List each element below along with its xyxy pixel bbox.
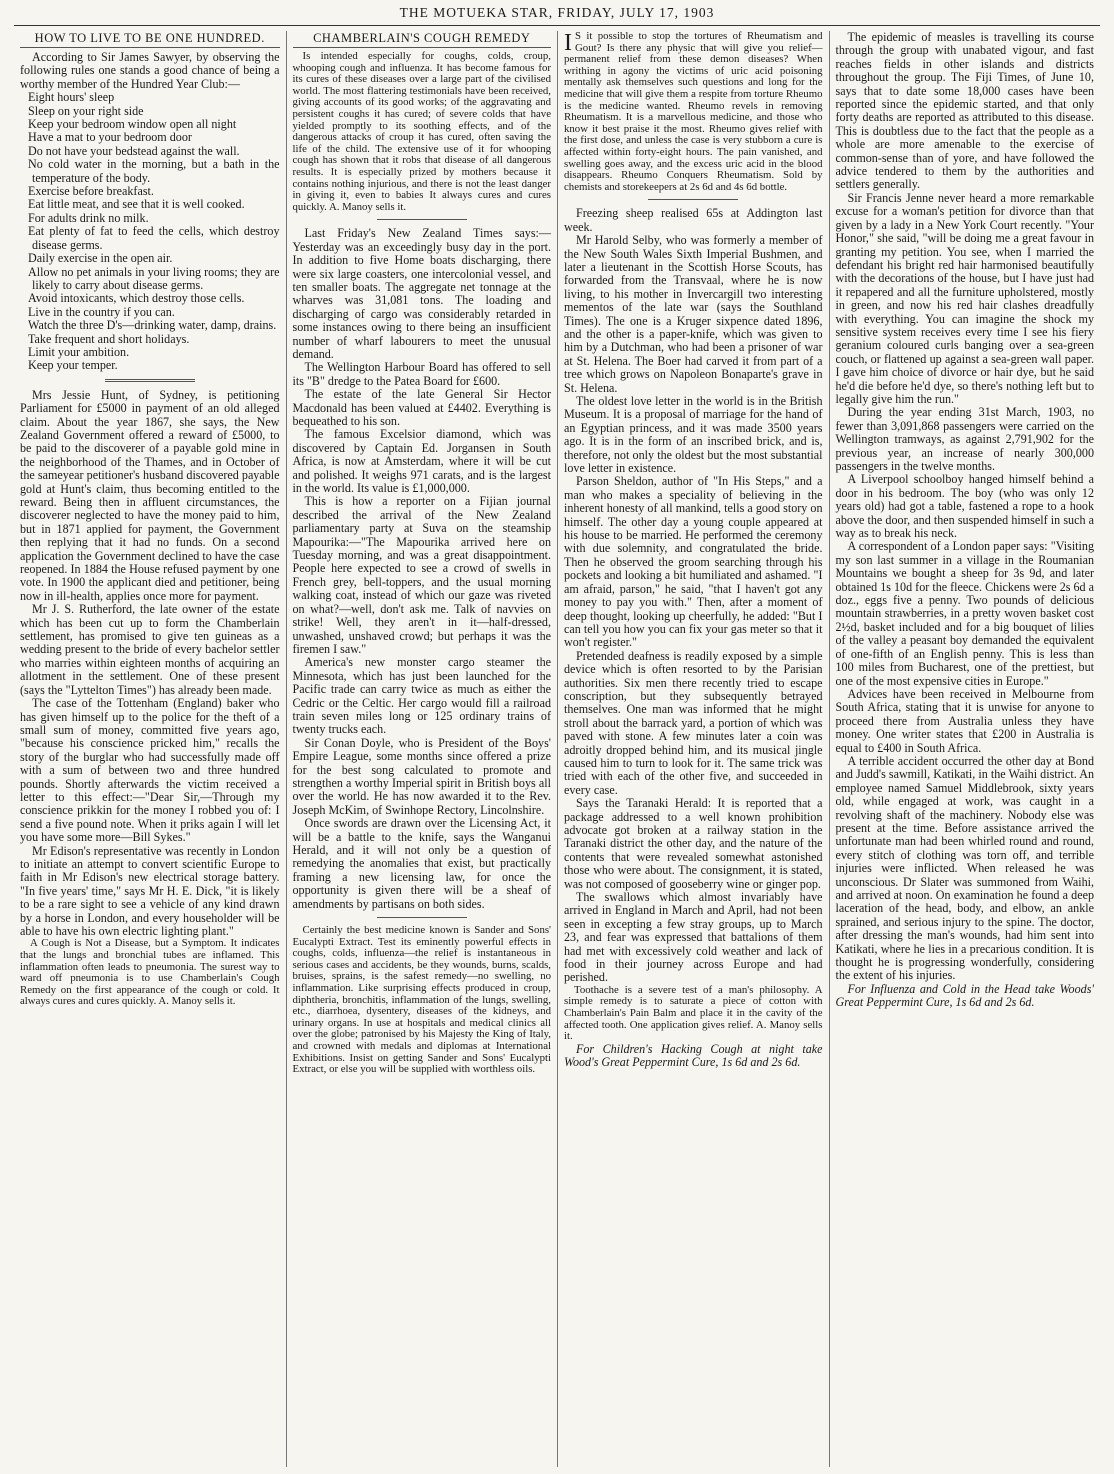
ad-toothache: Toothache is a severe test of a man's philosophy. A simple remedy is to saturate a piece of cotton with Chamberlain's Pain Balm and place it in the cavity of the affected tooth. One application gives relief. A. Manoy sells it.	[564, 983, 823, 1043]
ad-influenza-cure: For Influenza and Cold in the Head take Woods' Great Peppermint Cure, 1s 6d and 2s 6d.	[835, 981, 1094, 1010]
article-fijian-reporter: This is how a reporter on a Fijian journal described the arrival of the New Zealand parliamentary party at Suva on the steamship Mapourika:—"The Mapourika arrived here on Tuesday morning, and was a great disappointment. People here expected to see a crowd of swells in French grey, bell-toppers, and the usual morning walking coat, instead of which our gaze was riveted on what?—well, don't ask me. Talk of navvies on strike! Well, they aren't in it—half-dressed, unwashed, unshaved crowd; but perhaps it was the firemen I saw."	[292, 494, 551, 656]
column-3	[557, 31, 829, 1467]
column-4	[829, 31, 1101, 1467]
section-divider	[648, 199, 738, 200]
article-harold-selby: Mr Harold Selby, who was formerly a member of the New South Wales Sixth Imperial Bushmen, and later a lieutenant in the Scottish Horse Scouts, has forwarded from the Transvaal, where he is now living, to his mother in Invercargill two interesting mementos of the late war (says the Southland Times). The one is a Kruger sixpence dated 1896, and the other is a paper-knife, which was given to him by a Dutchman, who had been a prisoner of war at St. Helena. The Boer had carved it from part of a tree which grows on Napoleon Bonaparte's grave in St. Helena.	[564, 233, 823, 395]
rule-item: Keep your bedroom window open all night	[28, 117, 237, 132]
article-roumanian-mountains: A correspondent of a London paper says: "Visiting my son last summer in a village in the Roumanian Mountains we bought a sheep for 3s 9d, and later obtained 1s 10d for the fleece. Chickens were 2s 6d a doz., eggs five a penny. Two pounds of delicious mountain strawberries, in a pretty woven basket cost 2½d, basket included and for a big bouquet of lilies of the valley a peasant boy demanded the equivalent of one-fifth of an English penny. This is less than 100 miles from Bucharest, one of the prettiest, but one of the most expensive cities in Europe."	[835, 539, 1094, 688]
article-hunt-petition: Mrs Jessie Hunt, of Sydney, is petitioning Parliament for £5000 in payment of an old alleged claim. About the year 1867, she says, the New Zealand Government offered a reward of £5000, to be paid to the discoverer of a payable gold mine in the neighborhood of the Thames, and in October of the sameyear petitioner's husband discovered payable gold at Hunt's claim, thus becoming entitled to the reward. Being then in affluent circumstances, the discoverer neglected to have the money paid to him, but in 1871 applied for payment, the Government then replying that it had no funds. On a second application the Government declined to have the case reopened. In 1884 the House refused payment by one vote. In 1900 the applicant died and petitioner, being now in ill-health, applies once more for payment.	[20, 387, 280, 603]
article-swallows: The swallows which almost invariably have arrived in England in March and April, had not been seen in excepting a few stray groups, up to March 23, and fear was expressed that battalions of them had met with excessively cold weather and lack of food in their journey across Europe and had perished.	[564, 890, 823, 985]
rule-item: Allow no pet animals in your living rooms; they are likely to carry about disease germs.	[28, 264, 280, 292]
article-edison: Mr Edison's representative was recently in London to initiate an attempt to convert scientific Europe to faith in Mr Edison's new electrical storage battery. "In five years' time," says Mr H. E. Dick, "it is likely to be a rare sight to see a vehicle of any kind drawn by a horse in London, and every householder will be able to have his own electric lighting plant."	[20, 843, 280, 938]
section-divider	[377, 219, 467, 220]
article-title-live-hundred: HOW TO LIVE TO BE ONE HUNDRED.	[20, 31, 280, 48]
article-excelsior-diamond: The famous Excelsior diamond, which was discovered by Captain Ed. Jorgansen in South Africa, is now at Amsterdam, where it will be cut and polished. It weighs 971 carats, and is the largest in the world. Its value is £1,000,000.	[292, 427, 551, 496]
drop-cap: I	[564, 31, 572, 56]
article-harbour-board: The Wellington Harbour Board has offered to sell its "B" dredge to the Patea Board for £600.	[292, 360, 551, 388]
rule-item: Exercise before breakfast.	[28, 184, 154, 199]
article-tottenham-baker: The case of the Tottenham (England) baker who has given himself up to the police for the theft of a small sum of money, committed five years ago, "because his conscience pricked him," recalls the story of the burglar who had successfully made off with a sum of between two and three hundred pounds. Shortly afterwards the victim received a letter to this effect:—"Dear Sir,—Through my conscience prikkin for the money I robbed you of: I send a five pound note. When it priks again I will let you have some more—Bill Sykes."	[20, 696, 280, 845]
rule-item: Take frequent and short holidays.	[28, 331, 190, 346]
article-freezing-sheep: Freezing sheep realised 65s at Addington last week.	[564, 206, 823, 234]
rule-item: Do not have your bedstead against the wall.	[28, 143, 240, 158]
rules-list	[20, 91, 280, 373]
ad-rheumo	[564, 31, 823, 193]
rule-item: Eat little meat, and see that it is well cooked.	[28, 197, 245, 212]
ad-title-chamberlain: CHAMBERLAIN'S COUGH REMEDY	[293, 31, 552, 48]
ad-woods-peppermint: For Children's Hacking Cough at night take Wood's Great Peppermint Cure, 1s 6d and 2s 6d.	[564, 1041, 823, 1070]
article-rutherford: Mr J. S. Rutherford, the late owner of the estate which has been cut up to form the Chamberlain settlement, has promised to give ten guineas as a wedding present to the bride of every bachelor settler who marries within eighteen months of acquiring an allotment in the settlement. One of these present (says the "Lyttelton Times") has already been made.	[20, 602, 280, 697]
rule-item: No cold water in the morning, but a bath in the temperature of the body.	[28, 157, 280, 185]
article-measles-epidemic: The epidemic of measles is travelling its course through the group with unabated vigour, and fast reaches fields in other islands and districts throughout the group. The Fiji Times, of June 10, says that to date some 18,000 cases have been reported since the epidemic started, and that only forty deaths are reported as attributed to this disease. This is doubtless due to the fact that the people as a whole are more amenable to the exercise of common-sense than of yore, and have followed the advice tendered to them by the authorities and settlers generally.	[835, 31, 1094, 192]
rule-item: Watch the three D's—drinking water, damp, drains.	[28, 318, 277, 333]
ad-sander-eucalypti: Certainly the best medicine known is Sander and Sons' Eucalypti Extract. Test its eminently powerful effects in coughs, colds, influenza—the relief is instantaneous in serious cases and accidents, be they wounds, burns, scalds, bruises, sprains, is the safest remedy—no swelling, no inflammation. Like surprising effects produced in croup, diphtheria, bronchitis, inflammation of the lungs, swelling, etc., diarrhoea, dysentery, diseases of the kidneys, and urinary organs. In use at hospitals and medical clinics all over the globe; patronised by his Majesty the King of Italy, and crowned with medals and diplomas at International Exhibitions. Insist on getting Sander and Sons' Eucalypti Extract, or else you will be supplied with worthless oils.	[292, 924, 551, 1076]
rule-item: Live in the country if you can.	[28, 304, 175, 319]
masthead: THE MOTUEKA STAR, FRIDAY, JULY 17, 1903	[399, 5, 715, 20]
column-2	[286, 31, 558, 1467]
section-divider	[377, 917, 467, 918]
article-macdonald-estate: The estate of the late General Sir Hector Macdonald has been valued at £4402. Everything is bequeathed to his son.	[292, 387, 551, 428]
ad-chamberlain-body: Is intended especially for coughs, colds, croup, whooping cough and influenza. It has become famous for its cures of these diseases over a large part of the civilised world. The most flattering testimonials have been received, giving accounts of its good works; of the aggravating and persistent coughs it has cured; of severe colds that have yielded promptly to its soothing effects, and of the dangerous attacks of croup it has cured, often saving the life of the child. The extensive use of it for whooping cough has shown that it robs that disease of all dangerous results. It is especially prized by mothers because it contains nothing injurious, and there is not the least danger in giving it, even to babies It always cures and cures quickly. A. Manoy sells it.	[292, 50, 551, 213]
rule-item: Avoid intoxicants, which destroy those cells.	[28, 291, 245, 306]
rule-item: Sleep on your right side	[28, 103, 144, 118]
rule-item: Eight hours' sleep	[28, 90, 115, 105]
rule-item: Eat plenty of fat to feed the cells, which destroy disease germs.	[28, 224, 280, 252]
section-divider	[105, 379, 195, 382]
column-1	[14, 31, 286, 1467]
article-minnesota-steamer: America's new monster cargo steamer the Minnesota, which has just been launched for the Pacific trade can carry twice as much as either the Cedric or the Celtic. Her cargo would fill a railroad train seven miles long or 125 ordinary trains of twenty trucks each.	[292, 655, 551, 737]
article-sawmill-accident: A terrible accident occurred the other day at Bond and Judd's sawmill, Katikati, in the Waihi district. An employee named Samuel Middlebrook, sixty years old, while engaged at work, was caught in a revolving shaft of the machinery. Nobody else was present at the time. Before assistance arrived the unfortunate man had been whirled round and round, every stitch of clothing was torn off, and terrible injuries were inflicted. When released he was unconscious. Dr Slater was summoned from Waihi, and arrived at noon. On examination he found a deep laceration of the head, body, and elbow, an ankle sprained, and serious injury to the spine. The doctor, after dressing the man's wounds, had him sent into Katikati, where he lies in a precarious condition. It is thought he is progressing wonderfully, considering the extent of his injuries.	[835, 753, 1094, 983]
ad-rheumo-body: S it possible to stop the tortures of Rheumatism and Gout? Is there any physic that will give you relief—permanent relief from these demon diseases? When writhing in agony the victims of uric acid poisoning mentally ask themselves such questions and long for the medicine that will give them a respite from torture Rheumo is the medicine wanted. Rheumo revels in removing Rheumatism. It is a marvellous medicine, and those who know it best praise it the most. Rheumo gives relief with the first dose, and unless the case is very stubborn a cure is affected within forty-eight hours. The pain vanished, and swelling goes away, and the excess uric acid in the blood disappears. Rheumo Conquers Rheumatism. Sold by chemists and storekeepers at 2s 6d and 4s 6d bottle.	[564, 31, 823, 193]
rule-item: For adults drink no milk.	[28, 210, 149, 225]
rule-item: Daily exercise in the open air.	[28, 251, 173, 266]
article-nz-times: Last Friday's New Zealand Times says:—Yesterday was an exceedingly busy day in the port. In addition to five Home boats discharging, there were six large coasters, one intercolonial vessel, and ten smaller boats. The aggregate net tonnage at the wharves was 31,081 tons. The loading and discharging of cargo was considerably retarded in some instances owing to there being an insufficient number of wharf labourers to meet the unusual demand.	[292, 226, 551, 361]
ad-cough-symptom: A Cough is Not a Disease, but a Symptom. It indicates that the lungs and bronchial tubes are inflamed. This inflammation often leads to pneumonia. The surest way to ward off pneumonia is to use Chamberlain's Cough Remedy on the first appearance of the cough or cold. It always cures and cures quickly. A. Manoy sells it.	[20, 937, 280, 1008]
article-liverpool-schoolboy: A Liverpool schoolboy hanged himself behind a door in his bedroom. The boy (who was only 12 years old) had got a table, fastened a rope to a hook above the door, and then suspended himself in such a way as to break his neck.	[835, 472, 1094, 541]
article-licensing-act: Once swords are drawn over the Licensing Act, it will be a battle to the knife, says the Wanganui Herald, and it will not only be a question of remedying the anomalies that exist, but practically framing a new licensing law, for once the opportunity is given there will be a sheaf of amendments by partisans on both sides.	[292, 816, 551, 911]
article-oldest-love-letter: The oldest love letter in the world is in the British Museum. It is a proposal of marriage for the hand of an Egyptian princess, and it was made 3500 years ago. It is in the form of an inscribed brick, and is, therefore, not only the oldest but the most substantial love letter in existence.	[564, 394, 823, 476]
article-conan-doyle: Sir Conan Doyle, who is President of the Boys' Empire League, some months since offered a prize for the best song calculated to promote and strengthen a worthy Imperial spirit in British boys all over the world. He has now awarded it to the Rev. Joseph McKim, of Swinhope Rectory, Lincolnshire.	[292, 735, 551, 817]
rule-item: Keep your temper.	[28, 358, 118, 373]
rule-item: Have a mat to your bedroom door	[28, 130, 192, 145]
article-wellington-tramways: During the year ending 31st March, 1903, no fewer than 3,091,868 passengers were carried on the Wellington tramways, as against 2,791,902 for the previous year, an increase of nearly 300,000 passengers in the twelve months.	[835, 405, 1094, 473]
rule-item: Limit your ambition.	[28, 344, 130, 359]
article-francis-jenne: Sir Francis Jenne never heard a more remarkable excuse for a woman's petition for divorce than that given by a lady in a New York Court recently. "Your Honor," she said, "will be doing me a great favour in granting my petition. You see, when I married the defendant his bright red hair harmonised beautifully with the decorations of the house, but I have just had it repapered and all the furniture upholstered, mostly in green, and now his red hair clashes dreadfully with everything. You can imagine the shock my sensitive system receives every time I see his fiery geranium coloured curls banging over a sea-green couch, or flattened up against a sea-green wall paper. I gave him choice of divorce or hair dye, but he said he'd die before he'd dye, so there's nothing left but to legally give him the run."	[835, 190, 1094, 406]
article-parson-sheldon: Parson Sheldon, author of "In His Steps," and a man who makes a speciality of believing in the inherent honesty of all mankind, tells a good story on himself. The other day a young couple appeared at his house to be married. He performed the ceremony with due solemnity, and congratulated the bride. Then he observed the groom searching through his pockets and looking a bit humiliated and ashamed. "I am afraid, parson," he said, "that I haven't got any money to pay you with." Then, after a moment of deep thought, looking up cheerfully, he added: "But I can tell you how you can fix your gas meter so that it won't register."	[564, 474, 823, 650]
masthead-rule	[14, 25, 1100, 26]
article-melbourne-advices: Advices have been received in Melbourne from South Africa, stating that it is unwise for anyone to proceed there from Australia unless they have money. One writer states that £200 in Australia is equal to £400 in South Africa.	[835, 686, 1094, 755]
article-pretended-deafness: Pretended deafness is readily exposed by a simple device which is often resorted to by the Parisian authorities. Six men there recently tried to escape conscription, but they subsequently betrayed themselves. One man was informed that he might stroll about the barrack yard, a portion of which was paved with stone. A few minutes later a coin was adroitly dropped behind him, and its musical jingle caused him to turn to look for it. The same trick was tried with each of the other five, and succeeded in every case.	[564, 648, 823, 797]
page-columns	[14, 31, 1100, 1467]
article-taranaki-herald: Says the Taranaki Herald: It is reported that a package addressed to a well known prohibition advocate got broken at a railway station in the Taranaki district the other day, and the nature of the contents that were revealed somewhat astonished those who were about. The consignment, it is stated, was not composed of gooseberry wine or ginger pop.	[564, 796, 823, 891]
article-live-hundred-intro: According to Sir James Sawyer, by observing the following rules one stands a good chance of being a worthy member of the Hundred Year Club:—	[20, 50, 280, 91]
